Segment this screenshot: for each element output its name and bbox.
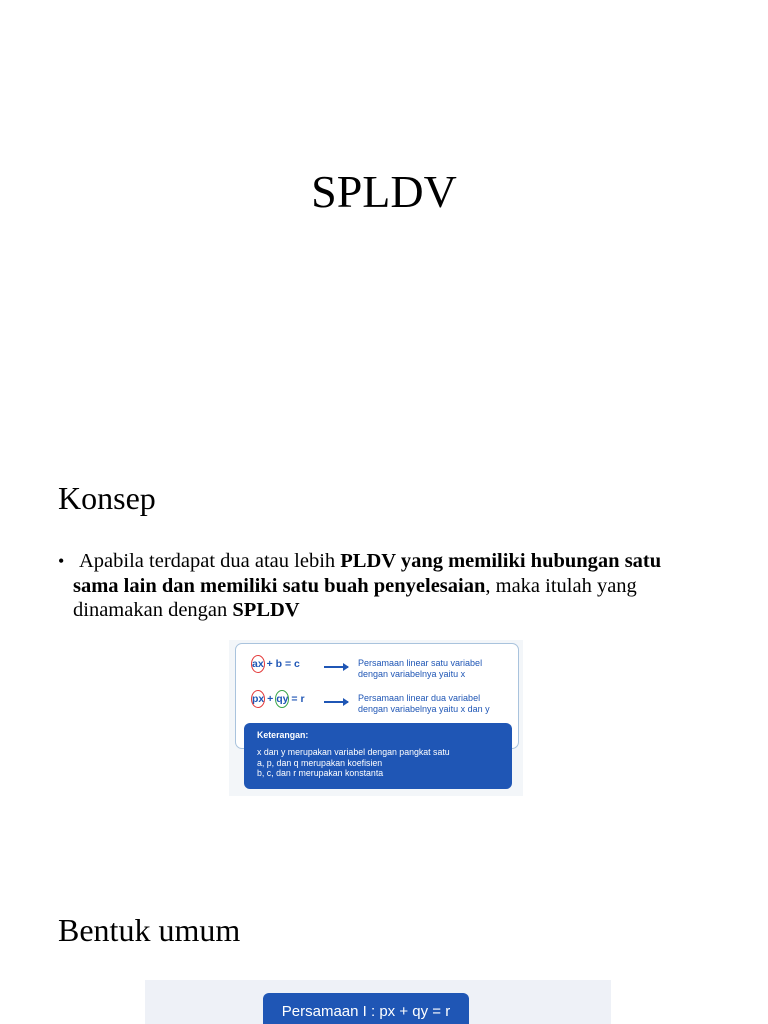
keterangan-title: Keterangan: [257,730,309,740]
equation-one [252,658,300,670]
desc-line: dengan variabelnya yaitu x dan y [358,704,490,714]
desc-line: Persamaan linear satu variabel [358,658,483,668]
var-qy [276,693,288,705]
green-circle-icon [275,690,289,708]
equation-two-description [358,693,490,715]
keterangan-line: b, c, dan r merupakan konstanta [257,768,384,779]
keterangan-line: x dan y merupakan variabel dengan pangkat satu [257,746,450,757]
persamaan-label: Persamaan I : px + qy = r [263,993,469,1024]
equation-two-rest: = r [288,693,305,705]
bentuk-umum-heading: Bentuk umum [58,912,241,948]
bullet-text [58,549,708,623]
desc-line: Persamaan linear dua variabel [358,693,481,703]
konsep-heading: Konsep [58,480,156,516]
bullet-text-part-2: , maka itulah yang dinamakan dengan [73,574,637,621]
equation-one-rest: + b = c [263,658,300,670]
desc-line: dengan variabelnya yaitu x [358,669,466,679]
red-circle-icon [251,690,265,708]
konsep-bullet [58,549,708,623]
var-ax [252,658,264,670]
var-px-text: px [252,693,265,705]
keterangan-box [244,723,512,789]
red-circle-icon [251,655,265,673]
arrow-right-icon [324,666,348,668]
bullet-dot-icon: • [58,551,65,571]
arrow-right-icon [324,701,348,703]
bullet-text-part: Apabila terdapat dua atau lebih [79,550,341,572]
bullet-bold-part: PLDV yang memiliki hubungan satu sama lain dan memiliki satu buah penyelesaian [73,550,662,597]
equation-two [252,693,305,705]
keterangan-line: a, p, dan q merupakan koefisien [257,757,383,768]
var-ax-text: ax [252,658,264,670]
slide-title: SPLDV [311,166,457,217]
plus-sign: + [264,693,277,705]
var-qy-text: qy [276,693,289,705]
bentuk-umum-figure [145,980,611,1024]
bullet-bold-spldv: SPLDV [232,599,300,621]
konsep-figure [229,640,523,796]
var-px [252,693,264,705]
equation-one-description [358,658,482,680]
